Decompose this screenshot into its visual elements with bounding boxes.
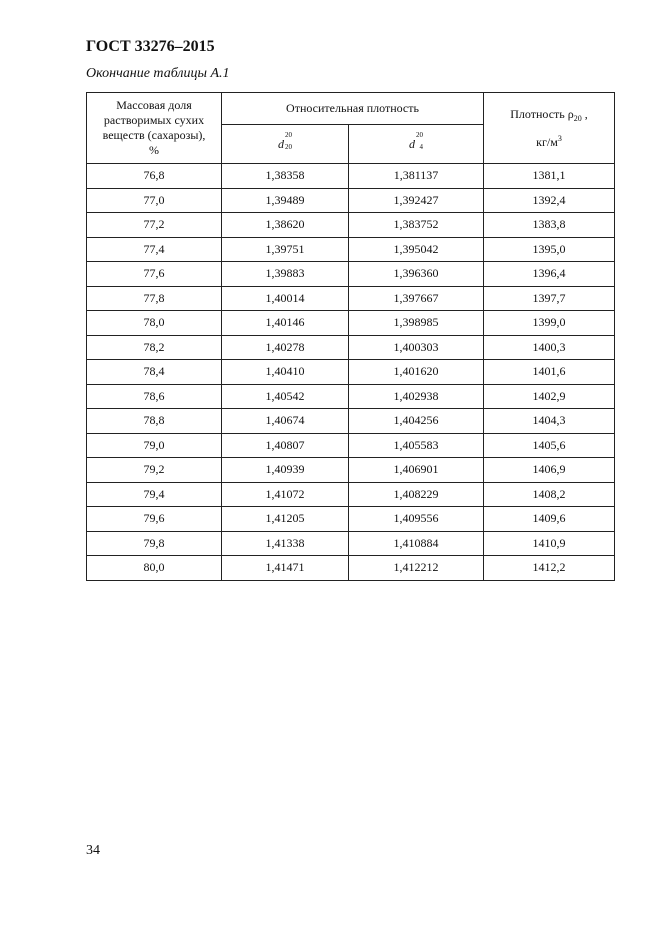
table-caption: Окончание таблицы А.1 (86, 66, 230, 81)
cell-d20-20: 1,40278 (222, 335, 349, 360)
cell-d20-20: 1,39883 (222, 262, 349, 287)
cell-density: 1399,0 (484, 311, 615, 336)
cell-mass-fraction: 77,8 (87, 286, 222, 311)
density-comma: , (581, 107, 588, 121)
table-row (87, 237, 615, 262)
cell-d20-4: 1,404256 (349, 409, 484, 434)
cell-d20-20: 1,39751 (222, 237, 349, 262)
cell-density: 1404,3 (484, 409, 615, 434)
table-row (87, 262, 615, 287)
cell-density: 1381,1 (484, 164, 615, 189)
cell-mass-fraction: 77,0 (87, 188, 222, 213)
cell-mass-fraction: 80,0 (87, 556, 222, 581)
cell-d20-4: 1,398985 (349, 311, 484, 336)
cell-density: 1395,0 (484, 237, 615, 262)
table-row (87, 433, 615, 458)
column-header-mass-fraction (87, 93, 222, 164)
d20-4-superscript: 20 (416, 130, 423, 139)
cell-density: 1402,9 (484, 384, 615, 409)
cell-d20-4: 1,401620 (349, 360, 484, 385)
cell-d20-20: 1,40146 (222, 311, 349, 336)
column-header-d20-4 (349, 125, 484, 164)
density-label-text: Плотность (510, 107, 568, 121)
cell-mass-fraction: 78,0 (87, 311, 222, 336)
cell-d20-4: 1,410884 (349, 531, 484, 556)
density-unit-superscript: 3 (557, 134, 562, 143)
cell-density: 1412,2 (484, 556, 615, 581)
cell-mass-fraction: 79,2 (87, 458, 222, 483)
column-header-density (484, 93, 615, 164)
cell-d20-20: 1,40939 (222, 458, 349, 483)
cell-d20-4: 1,396360 (349, 262, 484, 287)
cell-density: 1396,4 (484, 262, 615, 287)
table-row (87, 556, 615, 581)
cell-d20-20: 1,39489 (222, 188, 349, 213)
page-number: 34 (86, 843, 100, 858)
cell-density: 1401,6 (484, 360, 615, 385)
cell-density: 1405,6 (484, 433, 615, 458)
density-unit-line (484, 129, 614, 152)
d20-20-superscript: 20 (285, 130, 292, 139)
cell-mass-fraction: 76,8 (87, 164, 222, 189)
table-row (87, 286, 615, 311)
cell-d20-20: 1,40542 (222, 384, 349, 409)
cell-mass-fraction: 78,6 (87, 384, 222, 409)
cell-d20-20: 1,40410 (222, 360, 349, 385)
d20-4-symbol (409, 130, 423, 152)
table-row (87, 531, 615, 556)
cell-mass-fraction: 78,2 (87, 335, 222, 360)
d20-20-symbol (278, 130, 292, 152)
cell-mass-fraction: 78,8 (87, 409, 222, 434)
cell-density: 1408,2 (484, 482, 615, 507)
cell-d20-4: 1,381137 (349, 164, 484, 189)
rho-subscript: 20 (573, 114, 582, 123)
cell-d20-20: 1,41471 (222, 556, 349, 581)
cell-mass-fraction: 79,6 (87, 507, 222, 532)
density-label-line (484, 104, 614, 129)
cell-d20-4: 1,408229 (349, 482, 484, 507)
cell-d20-20: 1,41072 (222, 482, 349, 507)
mass-fraction-label: Массовая доля растворимых сухих веществ (сахарозы), % (102, 98, 206, 157)
cell-mass-fraction: 79,0 (87, 433, 222, 458)
cell-d20-20: 1,38620 (222, 213, 349, 238)
cell-density: 1400,3 (484, 335, 615, 360)
cell-mass-fraction: 78,4 (87, 360, 222, 385)
cell-d20-4: 1,402938 (349, 384, 484, 409)
d20-4-letter: d (409, 136, 415, 151)
table-row (87, 213, 615, 238)
cell-density: 1392,4 (484, 188, 615, 213)
cell-d20-4: 1,405583 (349, 433, 484, 458)
document-code: ГОСТ 33276–2015 (86, 38, 215, 55)
table-row (87, 164, 615, 189)
cell-d20-4: 1,397667 (349, 286, 484, 311)
cell-mass-fraction: 77,4 (87, 237, 222, 262)
table-body (87, 164, 615, 581)
cell-mass-fraction: 77,6 (87, 262, 222, 287)
cell-density: 1410,9 (484, 531, 615, 556)
table-row (87, 507, 615, 532)
cell-d20-4: 1,392427 (349, 188, 484, 213)
cell-d20-4: 1,383752 (349, 213, 484, 238)
cell-d20-4: 1,409556 (349, 507, 484, 532)
table-row (87, 458, 615, 483)
d20-4-subscript: 4 (419, 142, 423, 151)
column-header-d20-20 (222, 125, 349, 164)
table-row (87, 409, 615, 434)
cell-density: 1406,9 (484, 458, 615, 483)
cell-d20-4: 1,400303 (349, 335, 484, 360)
table-row (87, 384, 615, 409)
cell-density: 1409,6 (484, 507, 615, 532)
cell-density: 1397,7 (484, 286, 615, 311)
cell-mass-fraction: 77,2 (87, 213, 222, 238)
table-header (87, 93, 615, 164)
d20-20-subscript: 20 (285, 142, 292, 151)
cell-d20-20: 1,41205 (222, 507, 349, 532)
cell-d20-20: 1,40807 (222, 433, 349, 458)
table-row (87, 188, 615, 213)
d20-20-letter: d (278, 136, 284, 151)
cell-mass-fraction: 79,4 (87, 482, 222, 507)
table-row (87, 482, 615, 507)
cell-mass-fraction: 79,8 (87, 531, 222, 556)
column-header-relative-density: Относительная плотность (222, 93, 484, 125)
cell-d20-20: 1,40674 (222, 409, 349, 434)
table-row (87, 360, 615, 385)
rho-symbol: ρ (567, 107, 574, 121)
density-table (86, 92, 615, 581)
density-unit: кг/м (536, 135, 558, 149)
cell-d20-20: 1,41338 (222, 531, 349, 556)
cell-d20-4: 1,412212 (349, 556, 484, 581)
cell-density: 1383,8 (484, 213, 615, 238)
cell-d20-4: 1,406901 (349, 458, 484, 483)
cell-d20-20: 1,40014 (222, 286, 349, 311)
table-row (87, 311, 615, 336)
cell-d20-4: 1,395042 (349, 237, 484, 262)
table-row (87, 335, 615, 360)
cell-d20-20: 1,38358 (222, 164, 349, 189)
